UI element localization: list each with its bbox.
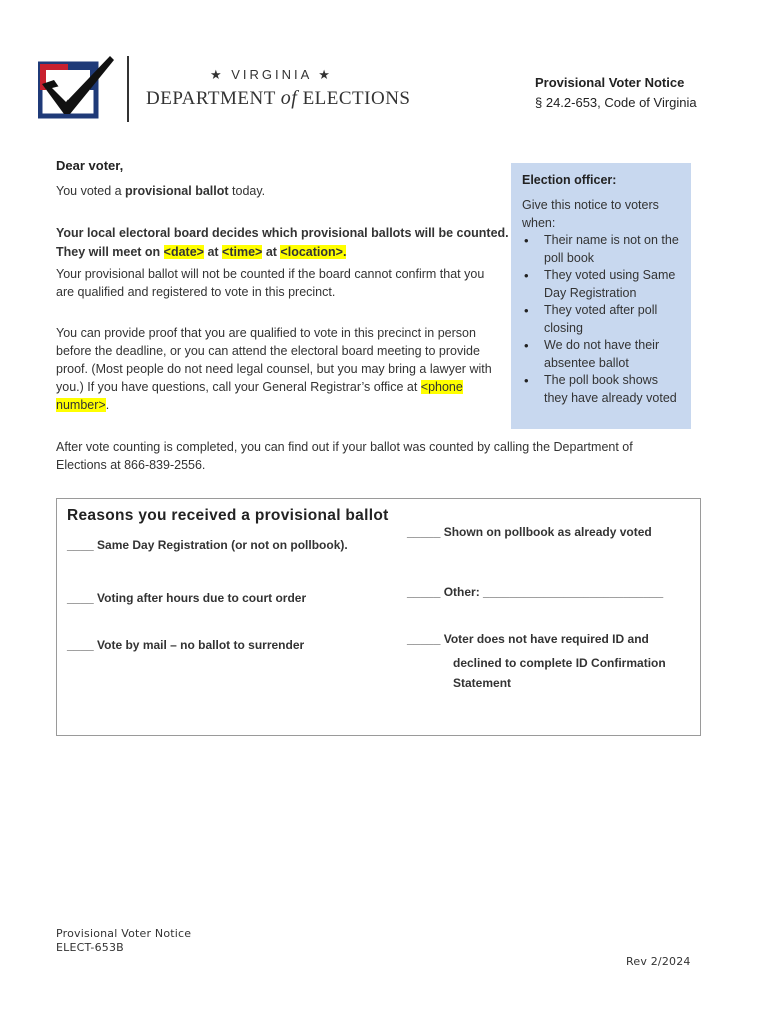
footer-form-number: ELECT-653B (56, 941, 124, 954)
org-state: ★ VIRGINIA ★ (210, 67, 333, 82)
org-name-part1: DEPARTMENT (146, 88, 276, 109)
reason-after-hours[interactable]: ____ Voting after hours due to court order (67, 591, 307, 605)
board-date-placeholder: <date> (163, 245, 204, 259)
reason-vote-by-mail[interactable]: ____ Vote by mail – no ballot to surrender (67, 638, 305, 652)
greeting: Dear voter, (56, 158, 124, 173)
reason-no-id[interactable]: _____ Voter does not have required ID and (407, 632, 649, 646)
board-time-placeholder: <time> (222, 245, 263, 259)
list-item: • We do not have their absentee ballot (522, 337, 681, 372)
officer-box-intro: Give this notice to voters when: (522, 198, 659, 230)
board-meet-prefix: They will meet on (56, 245, 164, 259)
officer-box-title: Election officer: (522, 173, 617, 187)
reason-already-voted[interactable]: _____ Shown on pollbook as already voted (407, 525, 652, 539)
voted-line (56, 182, 265, 200)
org-name-of: of (280, 87, 298, 109)
election-officer-box (511, 163, 691, 429)
reason-no-id-line3: Statement (453, 676, 512, 690)
org-name (146, 87, 411, 110)
reason-no-id-line2: declined to complete ID Confirmation (453, 656, 666, 670)
board-end: . (342, 245, 347, 259)
phone-placeholder: <phone number> (56, 380, 463, 412)
proof-end: . (105, 398, 110, 412)
officer-criteria-list (522, 232, 681, 407)
board-location-placeholder: <location> (280, 245, 343, 259)
not-counted-paragraph: Your provisional ballot will not be counted if the board cannot confirm that you are qualified and registered to vote in this precinct. (56, 267, 485, 299)
notice-title: Provisional Voter Notice (535, 75, 685, 90)
virginia-elections-logo-icon (38, 54, 116, 120)
notice-code: § 24.2-653, Code of Virginia (535, 95, 697, 110)
voted-prefix: You voted a (56, 184, 126, 198)
list-item: • Their name is not on the poll book (522, 232, 681, 267)
footer-title: Provisional Voter Notice (56, 927, 192, 940)
proof-paragraph (56, 324, 501, 414)
org-name-part2: ELECTIONS (302, 88, 411, 109)
after-counting-paragraph: After vote counting is completed, you can find out if your ballot was counted by calling the Department of Elections at 866-839-2556. (56, 440, 633, 472)
list-item: • They voted after poll closing (522, 302, 681, 337)
board-meeting-line (56, 243, 346, 261)
board-at-2: at (262, 245, 281, 259)
proof-text: You can provide proof that you are qualified to vote in this precinct in person before the deadline, or you can attend the electoral board meeting to provide proof. (Most people do not need legal counsel, but you may bring a lawyer with you.) If you have questions, call your General Registrar’s office at (56, 326, 492, 394)
voted-suffix: today. (228, 184, 266, 198)
reasons-title: Reasons you received a provisional ballot (67, 507, 389, 524)
header-divider (127, 56, 129, 122)
reason-other[interactable]: _____ Other: ___________________________ (407, 585, 664, 599)
reasons-box (56, 498, 701, 736)
board-at-1: at (203, 245, 223, 259)
board-decision-line: Your local electoral board decides which provisional ballots will be counted. (56, 226, 509, 240)
reason-same-day-registration[interactable]: ____ Same Day Registration (or not on pollbook). (67, 538, 348, 552)
footer-revision: Rev 2/2024 (626, 955, 691, 968)
list-item: • They voted using Same Day Registration (522, 267, 681, 302)
list-item: • The poll book shows they have already voted (522, 372, 681, 407)
voted-bold: provisional ballot (125, 184, 229, 198)
